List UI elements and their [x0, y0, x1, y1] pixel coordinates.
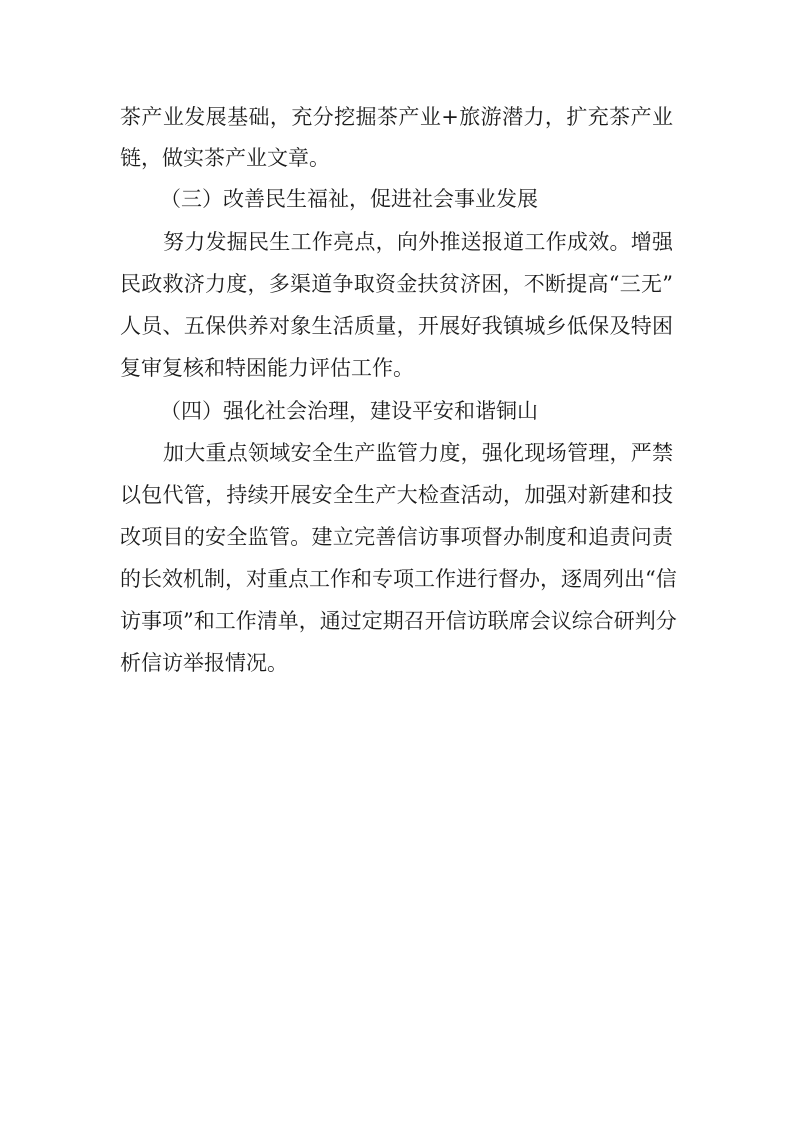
- paragraph-line: 茶产业发展基础，充分挖掘茶产业+旅游潜力，扩充茶产业: [120, 105, 673, 129]
- paragraph-line: 链，做实茶产业文章。: [120, 146, 330, 170]
- paragraph-line: 析信访举报情况。: [120, 651, 288, 675]
- paragraph-line: 以包代管，持续开展安全生产大检查活动，加强对新建和技: [120, 483, 673, 507]
- paragraph-line: 人员、五保供养对象生活质量，开展好我镇城乡低保及特困: [120, 314, 673, 338]
- paragraph-line: 加大重点领域安全生产监管力度，强化现场管理，严禁: [163, 441, 673, 465]
- section-heading-4: （四）强化社会治理，建设平安和谐铜山: [160, 399, 538, 423]
- paragraph-line: 改项目的安全监管。建立完善信访事项督办制度和追责问责: [120, 525, 673, 549]
- section-heading-3: （三）改善民生福祉，促进社会事业发展: [160, 187, 538, 211]
- paragraph-line: 复审复核和特困能力评估工作。: [120, 356, 414, 380]
- paragraph-line: 努力发掘民生工作亮点，向外推送报道工作成效。增强: [163, 230, 673, 254]
- paragraph-line: 民政救济力度，多渠道争取资金扶贫济困，不断提高“三无”: [120, 272, 673, 296]
- paragraph-line: 访事项”和工作清单，通过定期召开信访联席会议综合研判分: [120, 609, 677, 633]
- paragraph-line: 的长效机制，对重点工作和专项工作进行督办，逐周列出“信: [120, 567, 677, 591]
